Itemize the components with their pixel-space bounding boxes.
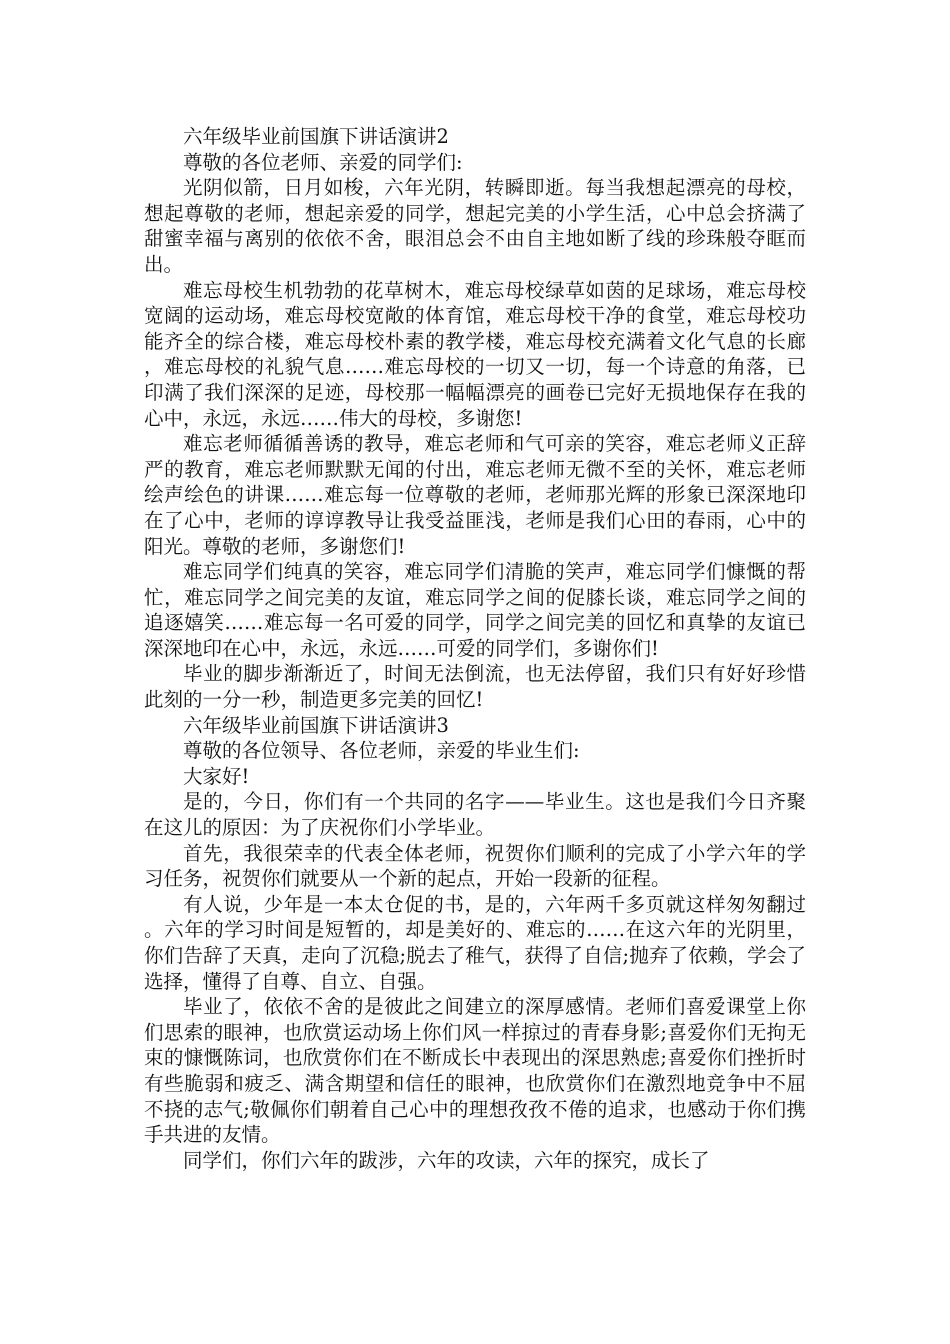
body-paragraph: 难忘老师循循善诱的教导，难忘老师和气可亲的笑容，难忘老师义正辞严的教育，难忘老师默默无闻的付出，难忘老师无微不至的关怀，难忘老师绘声绘色的讲课……难忘每一位尊敬的老师，老师那光辉的形象已深深地印在了心中，老师的谆谆教导让我受益匪浅，老师是我们心田的春雨，心中的阳光。尊敬的老师，多谢您们! [144,432,806,558]
body-paragraph: 毕业的脚步渐渐近了，时间无法倒流，也无法停留，我们只有好好珍惜此刻的一分一秒，制造更多完美的回忆! [144,662,806,712]
document-body [144,124,806,1173]
body-paragraph: 毕业了，依依不舍的是彼此之间建立的深厚感情。老师们喜爱课堂上你们思索的眼神，也欣赏运动场上你们风一样掠过的青春身影;喜爱你们无拘无束的慷慨陈词，也欣赏你们在不断成长中表现出的深思熟虑;喜爱你们挫折时有些脆弱和疲乏、满含期望和信任的眼神，也欣赏你们在激烈地竞争中不屈不挠的志气;敬佩你们朝着自己心中的理想孜孜不倦的追求，也感动于你们携手共进的友情。 [144,995,806,1147]
body-paragraph: 是的，今日，你们有一个共同的名字——毕业生。这也是我们今日齐聚在这儿的原因：为了庆祝你们小学毕业。 [144,790,806,840]
speech-3-title: 六年级毕业前国旗下讲话演讲3 [183,713,449,737]
speech-2-salutation: 尊敬的各位老师、亲爱的同学们: [183,150,463,174]
body-paragraph: 首先，我很荣幸的代表全体老师，祝贺你们顺利的完成了小学六年的学习任务，祝贺你们就要从一个新的起点，开始一段新的征程。 [144,841,806,891]
speech-3-salutation: 尊敬的各位领导、各位老师，亲爱的毕业生们: [183,739,580,763]
body-paragraph: 难忘母校生机勃勃的花草树木，难忘母校绿草如茵的足球场，难忘母校宽阔的运动场，难忘母校宽敞的体育馆，难忘母校干净的食堂，难忘母校功能齐全的综合楼，难忘母校朴素的教学楼，难忘母校充满着文化气息的长廊，难忘母校的礼貌气息……难忘母校的一切又一切，每一个诗意的角落，已印满了我们深深的足迹，母校那一幅幅漂亮的画卷已完好无损地保存在我的心中，永远，永远……伟大的母校，多谢您! [144,278,806,430]
greeting: 大家好! [183,764,250,788]
body-paragraph: 难忘同学们纯真的笑容，难忘同学们清脆的笑声，难忘同学们慷慨的帮忙，难忘同学之间完美的友谊，难忘同学之间的促膝长谈，难忘同学之间的追逐嬉笑……难忘每一名可爱的同学，同学之间完美的回忆和真挚的友谊已深深地印在心中，永远，永远……可爱的同学们，多谢你们! [144,560,806,660]
body-paragraph: 同学们，你们六年的跋涉，六年的攻读，六年的探究，成长了 [183,1148,710,1172]
body-paragraph: 光阴似箭，日月如梭，六年光阴，转瞬即逝。每当我想起漂亮的母校，想起尊敬的老师，想起亲爱的同学，想起完美的小学生活，心中总会挤满了甜蜜幸福与离别的依依不舍，眼泪总会不由自主地如断了线的珍珠般夺眶而出。 [144,176,806,276]
body-paragraph: 有人说，少年是一本太仓促的书，是的，六年两千多页就这样匆匆翻过。六年的学习时间是短暂的，却是美好的、难忘的……在这六年的光阴里，你们告辞了天真，走向了沉稳;脱去了稚气，获得了自信;抛弃了依赖，学会了选择，懂得了自尊、自立、自强。 [144,892,806,993]
speech-2-title: 六年级毕业前国旗下讲话演讲2 [183,125,449,148]
